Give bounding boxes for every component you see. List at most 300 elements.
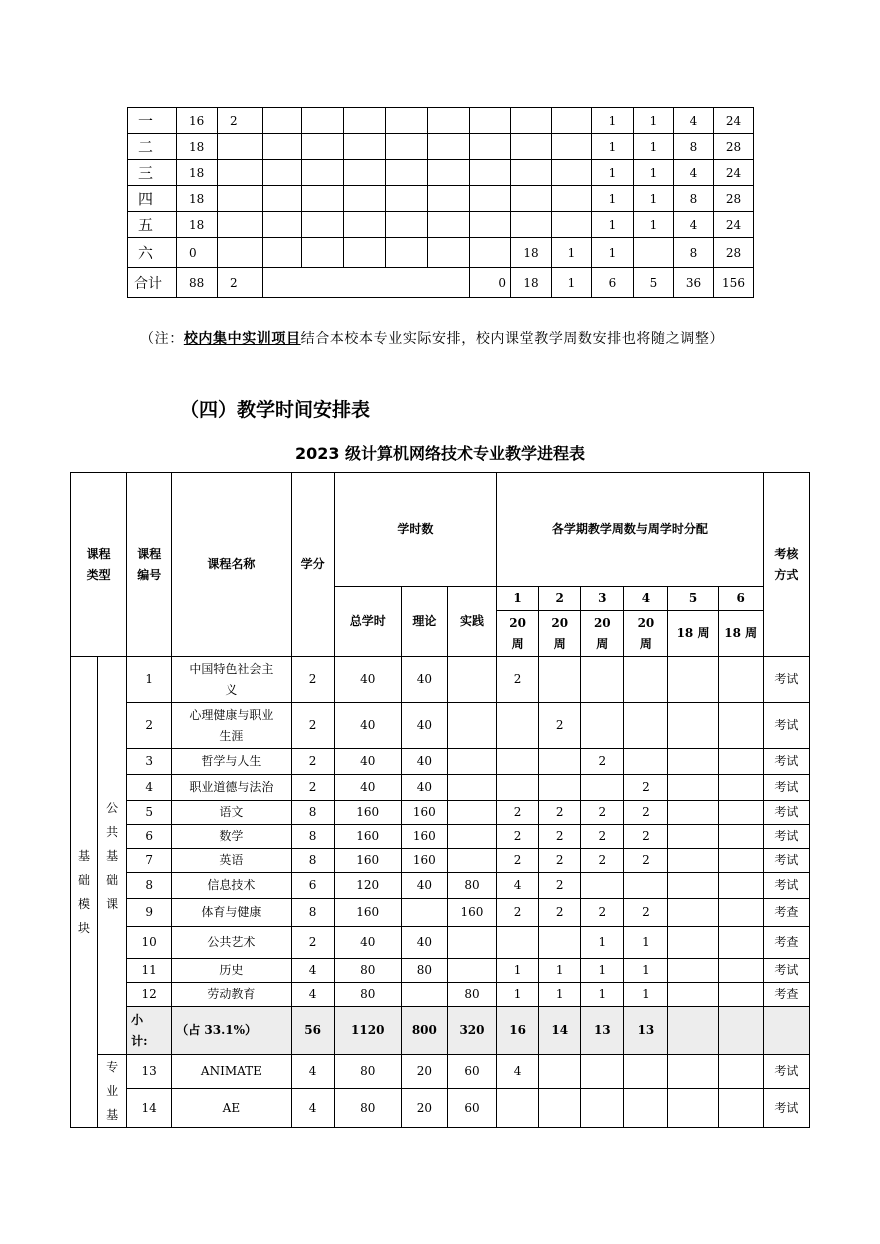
table-cell [428, 212, 470, 238]
cell-line: 课程 [86, 546, 111, 561]
table-cell: 28 [714, 186, 754, 212]
semester-hours-cell [668, 825, 718, 849]
table-cell: 6 [592, 268, 634, 298]
credit-cell: 2 [291, 927, 334, 959]
semester-hours-cell: 2 [624, 775, 668, 801]
semester-hours-cell [668, 959, 718, 983]
semester-hours-cell [581, 873, 624, 899]
header-semester-weeks [581, 611, 624, 657]
cell-line: 20 [637, 615, 655, 630]
semester-hours-cell [581, 703, 624, 749]
table-cell: 2 [218, 108, 263, 134]
note-suffix: 结合本校本专业实际安排，校内课堂教学周数安排也将随之调整） [300, 331, 725, 347]
cell-line: 考核 [774, 546, 799, 561]
semester-hours-cell [668, 899, 718, 927]
table-cell [302, 160, 344, 186]
table-cell: 18 [177, 186, 218, 212]
table-cell: 1 [592, 212, 634, 238]
table-cell: 18 [511, 238, 552, 268]
total-hours-cell: 40 [334, 657, 401, 703]
semester-hours-cell [718, 899, 763, 927]
row-label: 二 [128, 134, 177, 160]
semester-hours-cell [668, 1055, 718, 1089]
table-cell [428, 108, 470, 134]
semester-hours-cell [718, 1089, 763, 1128]
semester-hours-cell [668, 1089, 718, 1128]
cell-line: 公 [106, 800, 119, 815]
exam-cell: 考查 [763, 983, 809, 1007]
course-no: 11 [127, 959, 172, 983]
subtotal-label [127, 1007, 172, 1055]
semester-hours-cell: 1 [497, 983, 539, 1007]
header-semester-no: 6 [718, 587, 763, 611]
practice-cell [447, 927, 496, 959]
table-cell [470, 160, 511, 186]
table-cell: 1 [552, 268, 592, 298]
table-cell [511, 160, 552, 186]
cell-line: ANIMATE [200, 1064, 262, 1079]
row-label: 六 [128, 238, 177, 268]
cell-line: 计: [131, 1033, 148, 1048]
semester-hours-cell [581, 1089, 624, 1128]
table-cell: 0 [177, 238, 218, 268]
semester-hours-cell: 2 [539, 801, 581, 825]
semester-hours-cell: 2 [624, 849, 668, 873]
header-course-no [127, 473, 172, 657]
table-cell [511, 212, 552, 238]
semester-hours-cell [539, 749, 581, 775]
semester-hours-cell: 2 [581, 801, 624, 825]
table-cell: 24 [714, 160, 754, 186]
semester-hours-cell [624, 703, 668, 749]
header-row [71, 473, 810, 587]
semester-hours-cell [624, 873, 668, 899]
table-cell [344, 160, 386, 186]
table-cell: 8 [674, 134, 714, 160]
semester-hours-cell [668, 801, 718, 825]
exam-cell: 考试 [763, 825, 809, 849]
table-row [128, 212, 754, 238]
cell-line: 业 [106, 1084, 119, 1098]
semester-hours-cell: 2 [539, 873, 581, 899]
table-cell: 1 [592, 108, 634, 134]
practice-cell [447, 775, 496, 801]
semester-hours-cell: 14 [539, 1007, 581, 1055]
cell-line: 18 周 [724, 626, 758, 640]
table-cell: 28 [714, 134, 754, 160]
table-cell [428, 160, 470, 186]
course-no: 12 [127, 983, 172, 1007]
semester-hours-cell [497, 775, 539, 801]
table-cell [552, 160, 592, 186]
table-cell [263, 134, 302, 160]
credit-cell: 4 [291, 1089, 334, 1128]
semester-hours-cell [668, 749, 718, 775]
theory-cell: 40 [401, 703, 447, 749]
semester-hours-cell: 2 [539, 899, 581, 927]
cell-line: AE [222, 1100, 241, 1115]
exam-cell: 考试 [763, 1089, 809, 1128]
cell-line: 义 [225, 682, 238, 697]
note-underlined-link: 校内集中实训项目 [183, 331, 301, 347]
total-hours-cell: 80 [334, 983, 401, 1007]
table-cell: 8 [674, 238, 714, 268]
semester-hours-cell [718, 1007, 763, 1055]
practice-cell: 60 [447, 1055, 496, 1089]
group-public-basic [98, 657, 127, 1055]
table-cell [344, 212, 386, 238]
table-cell: 18 [177, 212, 218, 238]
theory-cell: 160 [401, 801, 447, 825]
cell-line: 劳动教育 [207, 987, 256, 1001]
table-cell [302, 108, 344, 134]
course-row [71, 1055, 810, 1089]
header-semester-weeks [497, 611, 539, 657]
course-name [172, 1055, 291, 1089]
weekly-schedule-table [127, 107, 754, 298]
course-name [172, 873, 291, 899]
semester-hours-cell: 1 [624, 983, 668, 1007]
semester-hours-cell [539, 1089, 581, 1128]
total-hours-cell: 80 [334, 1089, 401, 1128]
theory-cell: 80 [401, 959, 447, 983]
row-label: 三 [128, 160, 177, 186]
course-name [172, 1089, 291, 1128]
cell-line: 体育与健康 [201, 905, 262, 919]
semester-hours-cell [497, 927, 539, 959]
exam-cell: 考试 [763, 749, 809, 775]
header-theory: 理论 [401, 587, 447, 657]
credit-cell: 4 [291, 983, 334, 1007]
exam-cell: 考试 [763, 775, 809, 801]
semester-hours-cell [581, 657, 624, 703]
semester-hours-cell: 2 [497, 825, 539, 849]
theory-cell: 40 [401, 749, 447, 775]
teaching-progress-body [71, 473, 810, 1128]
table-cell: 1 [634, 186, 674, 212]
cell-line: 课 [106, 896, 119, 911]
semester-hours-cell [581, 1055, 624, 1089]
practice-cell: 60 [447, 1089, 496, 1128]
course-name [172, 657, 291, 703]
semester-hours-cell: 16 [497, 1007, 539, 1055]
table-cell: 1 [592, 134, 634, 160]
table-cell: 1 [634, 134, 674, 160]
semester-hours-cell: 1 [539, 983, 581, 1007]
theory-cell: 40 [401, 927, 447, 959]
semester-hours-cell [718, 775, 763, 801]
table-cell: 1 [592, 238, 634, 268]
semester-hours-cell [668, 873, 718, 899]
table-row [128, 238, 754, 268]
total-hours-cell: 120 [334, 873, 401, 899]
course-no: 4 [127, 775, 172, 801]
table-cell: 18 [177, 134, 218, 160]
cell-line: 历史 [219, 963, 244, 977]
table-cell [386, 186, 428, 212]
course-row [71, 825, 810, 849]
table-cell [470, 134, 511, 160]
header-semester-no: 5 [668, 587, 718, 611]
semester-hours-cell: 2 [497, 899, 539, 927]
cell-line: 20 [509, 615, 526, 630]
semester-hours-cell: 2 [581, 749, 624, 775]
table-cell: 0 [470, 268, 511, 298]
cell-line: 小 [131, 1012, 144, 1027]
cell-line: 周 [596, 636, 609, 651]
course-name [172, 959, 291, 983]
table-cell [552, 212, 592, 238]
semester-hours-cell [718, 849, 763, 873]
semester-hours-cell [624, 1055, 668, 1089]
semester-hours-cell [581, 775, 624, 801]
semester-hours-cell [718, 1055, 763, 1089]
note-text [140, 328, 724, 348]
table-cell: 24 [714, 108, 754, 134]
table-cell [386, 160, 428, 186]
table-cell [634, 238, 674, 268]
semester-hours-cell: 2 [581, 849, 624, 873]
course-no: 1 [127, 657, 172, 703]
semester-hours-cell: 1 [624, 927, 668, 959]
course-name [172, 703, 291, 749]
table-cell [552, 186, 592, 212]
table-cell [344, 134, 386, 160]
semester-hours-cell: 2 [581, 825, 624, 849]
header-semester-weeks [718, 611, 763, 657]
credit-cell: 56 [291, 1007, 334, 1055]
course-name [172, 899, 291, 927]
table-cell: 156 [714, 268, 754, 298]
semester-hours-cell: 2 [539, 849, 581, 873]
header-hours: 学时数 [334, 473, 496, 587]
semester-hours-cell [668, 927, 718, 959]
course-no: 9 [127, 899, 172, 927]
cell-line: 中国特色社会主 [189, 661, 274, 676]
table-cell: 4 [674, 212, 714, 238]
practice-cell: 160 [447, 899, 496, 927]
practice-cell [447, 825, 496, 849]
exam-cell: 考查 [763, 899, 809, 927]
cell-line: 哲学与人生 [201, 754, 262, 768]
course-row [71, 899, 810, 927]
credit-cell: 2 [291, 749, 334, 775]
semester-hours-cell: 2 [581, 899, 624, 927]
course-name [172, 849, 291, 873]
credit-cell: 2 [291, 703, 334, 749]
course-row [71, 873, 810, 899]
table-cell: 24 [714, 212, 754, 238]
semester-hours-cell: 2 [497, 849, 539, 873]
table-row [128, 186, 754, 212]
practice-cell [447, 657, 496, 703]
cell-line: 课程 [137, 546, 162, 561]
total-hours-cell: 40 [334, 775, 401, 801]
exam-cell [763, 1007, 809, 1055]
table-cell [470, 108, 511, 134]
total-row [128, 268, 754, 298]
semester-hours-cell [668, 703, 718, 749]
practice-cell [447, 749, 496, 775]
semester-hours-cell: 2 [539, 703, 581, 749]
header-semester-weeks [668, 611, 718, 657]
course-no: 10 [127, 927, 172, 959]
table-cell: 16 [177, 108, 218, 134]
course-row [71, 983, 810, 1007]
total-hours-cell: 80 [334, 1055, 401, 1089]
row-label: 五 [128, 212, 177, 238]
table-cell [263, 238, 302, 268]
table-cell [386, 134, 428, 160]
note-prefix: （注： [140, 331, 184, 347]
semester-hours-cell: 2 [624, 899, 668, 927]
table-row [128, 160, 754, 186]
cell-line: 础 [78, 873, 91, 887]
semester-hours-cell: 1 [581, 983, 624, 1007]
header-semester-no: 4 [624, 587, 668, 611]
cell-line: 英语 [219, 853, 244, 867]
table-cell [218, 160, 263, 186]
table-cell [218, 212, 263, 238]
semester-hours-cell [718, 983, 763, 1007]
cell-line: 模 [78, 897, 91, 911]
practice-cell [447, 849, 496, 873]
header-total-hours: 总学时 [334, 587, 401, 657]
table-cell: 8 [674, 186, 714, 212]
cell-line: 心理健康与职业 [189, 707, 274, 722]
theory-cell: 800 [401, 1007, 447, 1055]
table-cell [263, 268, 470, 298]
credit-cell: 2 [291, 775, 334, 801]
credit-cell: 8 [291, 801, 334, 825]
cell-line: 块 [78, 921, 91, 935]
semester-hours-cell: 1 [624, 959, 668, 983]
practice-cell: 80 [447, 983, 496, 1007]
credit-cell: 8 [291, 849, 334, 873]
table-cell [263, 108, 302, 134]
table-cell [263, 186, 302, 212]
semester-hours-cell [718, 801, 763, 825]
table-row [128, 134, 754, 160]
semester-hours-cell [718, 927, 763, 959]
exam-cell: 考试 [763, 849, 809, 873]
table-cell [344, 186, 386, 212]
theory-cell [401, 899, 447, 927]
table-cell: 5 [634, 268, 674, 298]
table-cell [263, 160, 302, 186]
course-row [71, 749, 810, 775]
exam-cell: 考试 [763, 703, 809, 749]
exam-cell: 考试 [763, 657, 809, 703]
theory-cell [401, 983, 447, 1007]
table-cell [552, 134, 592, 160]
table-cell: 88 [177, 268, 218, 298]
table-cell: 1 [634, 212, 674, 238]
semester-hours-cell: 4 [497, 1055, 539, 1089]
cell-line: 语文 [219, 805, 244, 819]
course-name [172, 983, 291, 1007]
header-semester-dist: 各学期教学周数与周学时分配 [497, 473, 764, 587]
semester-hours-cell: 13 [624, 1007, 668, 1055]
semester-hours-cell [539, 657, 581, 703]
table-row [128, 108, 754, 134]
weekly-schedule-body [128, 108, 754, 298]
semester-hours-cell [718, 873, 763, 899]
table-cell: 18 [177, 160, 218, 186]
table-cell [511, 134, 552, 160]
table-cell [470, 186, 511, 212]
course-row [71, 703, 810, 749]
credit-cell: 8 [291, 825, 334, 849]
theory-cell: 20 [401, 1055, 447, 1089]
table-cell: 1 [634, 108, 674, 134]
semester-hours-cell: 2 [497, 657, 539, 703]
credit-cell: 4 [291, 959, 334, 983]
header-practice: 实践 [447, 587, 496, 657]
header-exam [763, 473, 809, 657]
subtotal-ratio: （占 33.1%） [172, 1007, 291, 1055]
table-cell [511, 108, 552, 134]
table-cell [218, 186, 263, 212]
exam-cell: 考查 [763, 927, 809, 959]
total-hours-cell: 40 [334, 749, 401, 775]
row-label: 一 [128, 108, 177, 134]
cell-line: 信息技术 [207, 878, 256, 892]
header-credit: 学分 [291, 473, 334, 657]
cell-line: 类型 [86, 567, 111, 582]
semester-hours-cell [718, 657, 763, 703]
exam-cell: 考试 [763, 873, 809, 899]
exam-cell: 考试 [763, 801, 809, 825]
theory-cell: 40 [401, 873, 447, 899]
theory-cell: 160 [401, 825, 447, 849]
semester-hours-cell [718, 959, 763, 983]
total-hours-cell: 160 [334, 801, 401, 825]
teaching-progress-table [70, 472, 810, 1128]
table-cell [263, 212, 302, 238]
table-cell [344, 108, 386, 134]
table-cell [552, 108, 592, 134]
credit-cell: 4 [291, 1055, 334, 1089]
semester-hours-cell: 1 [581, 959, 624, 983]
semester-hours-cell: 4 [497, 873, 539, 899]
course-row [71, 657, 810, 703]
module-label [71, 657, 98, 1128]
theory-cell: 20 [401, 1089, 447, 1128]
course-no: 3 [127, 749, 172, 775]
course-name [172, 749, 291, 775]
cell-line: 周 [511, 636, 524, 651]
group-professional-basic [98, 1055, 127, 1128]
semester-hours-cell: 1 [497, 959, 539, 983]
semester-hours-cell [624, 749, 668, 775]
semester-hours-cell [539, 927, 581, 959]
practice-cell [447, 801, 496, 825]
course-no: 6 [127, 825, 172, 849]
table-cell [302, 212, 344, 238]
table-cell: 1 [552, 238, 592, 268]
table-cell [470, 238, 511, 268]
semester-hours-cell [668, 775, 718, 801]
cell-line: 公共艺术 [207, 935, 256, 949]
semester-hours-cell: 1 [581, 927, 624, 959]
row-label: 四 [128, 186, 177, 212]
credit-cell: 2 [291, 657, 334, 703]
semester-hours-cell [668, 657, 718, 703]
semester-hours-cell: 2 [497, 801, 539, 825]
cell-line: 础 [106, 872, 119, 887]
table-cell [302, 186, 344, 212]
